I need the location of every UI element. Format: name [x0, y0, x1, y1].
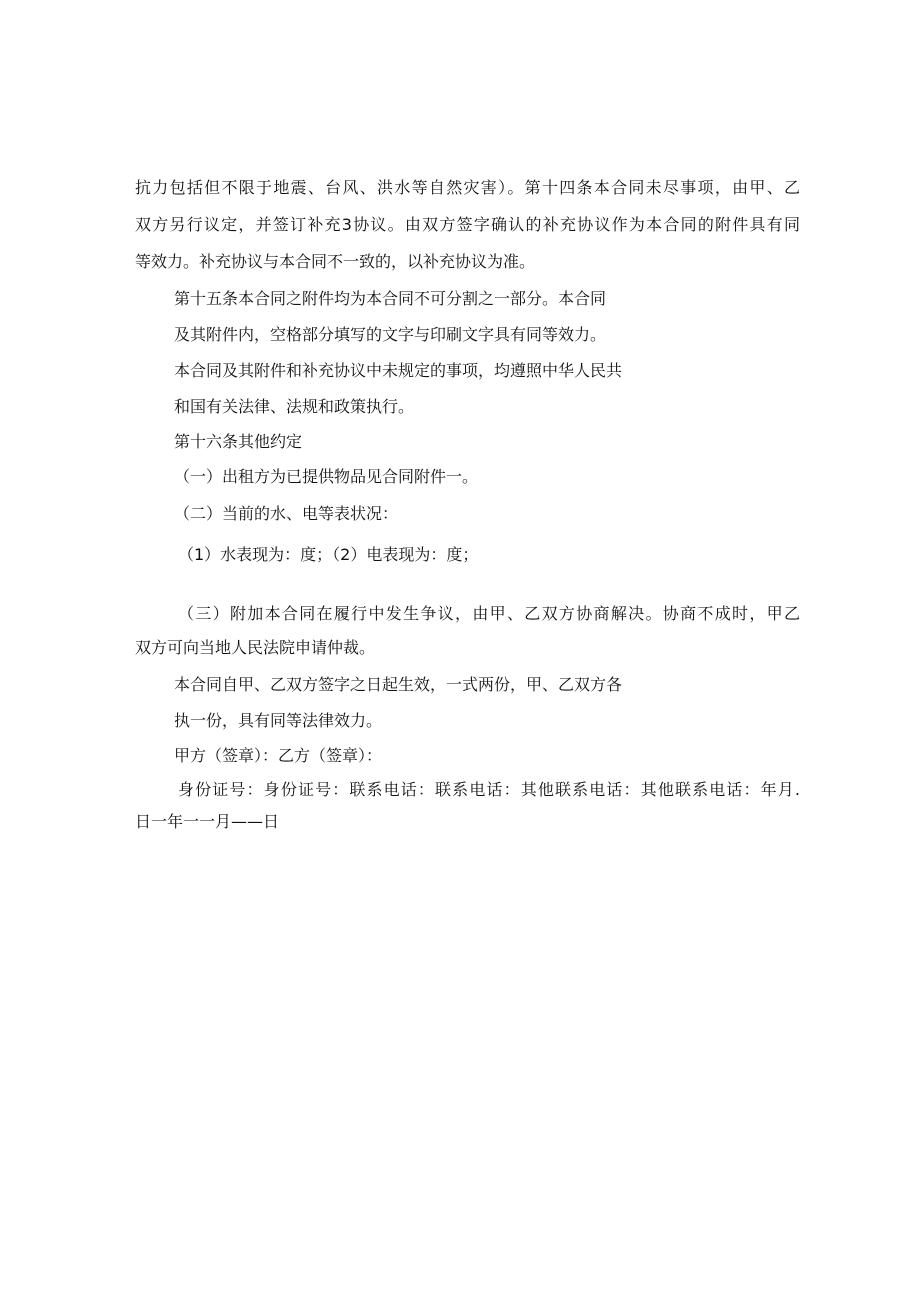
signature-line: 甲方（签章）：乙方（签章）：	[174, 746, 383, 765]
item-3-line-1: （三）附加本合同在履行中发生争议，由甲、乙双方协商解决。协商不成时，甲乙	[178, 604, 800, 623]
article-15-line-4: 和国有关法律、法规和政策执行。	[174, 397, 415, 416]
date-line: 日一年一一月——日	[135, 812, 280, 831]
meter-readings: （1）水表现为：度；（2）电表现为：度；	[178, 545, 479, 564]
paragraph-line-3: 等效力。补充协议与本合同不一致的，以补充协议为准。	[135, 252, 536, 271]
item-1: （一）出租方为已提供物品见合同附件一。	[174, 467, 479, 486]
article-15-line-2: 及其附件内，空格部分填写的文字与印刷文字具有同等效力。	[174, 325, 607, 344]
item-3-line-2: 双方可向当地人民法院申请仲裁。	[135, 638, 376, 657]
effect-clause-line-2: 执一份，具有同等法律效力。	[174, 711, 383, 730]
item-2: （二）当前的水、电等表状况：	[174, 504, 399, 523]
article-16-heading: 第十六条其他约定	[174, 432, 303, 451]
effect-clause-line-1: 本合同自甲、乙双方签字之日起生效，一式两份，甲、乙双方各	[174, 675, 623, 694]
article-15-line-1: 第十五条本合同之附件均为本合同不可分割之一部分。本合同	[174, 289, 607, 308]
paragraph-line-1: 抗力包括但不限于地震、台风、洪水等自然灾害）。第十四条本合同未尽事项，由甲、乙	[135, 178, 800, 197]
id-contact-line: 身份证号：身份证号：联系电话：联系电话：其他联系电话：其他联系电话：年月.	[178, 780, 800, 799]
article-15-line-3: 本合同及其附件和补充协议中未规定的事项，均遵照中华人民共	[174, 361, 623, 380]
paragraph-line-2: 双方另行议定，并签订补充3协议。由双方签字确认的补充协议作为本合同的附件具有同	[135, 215, 800, 234]
